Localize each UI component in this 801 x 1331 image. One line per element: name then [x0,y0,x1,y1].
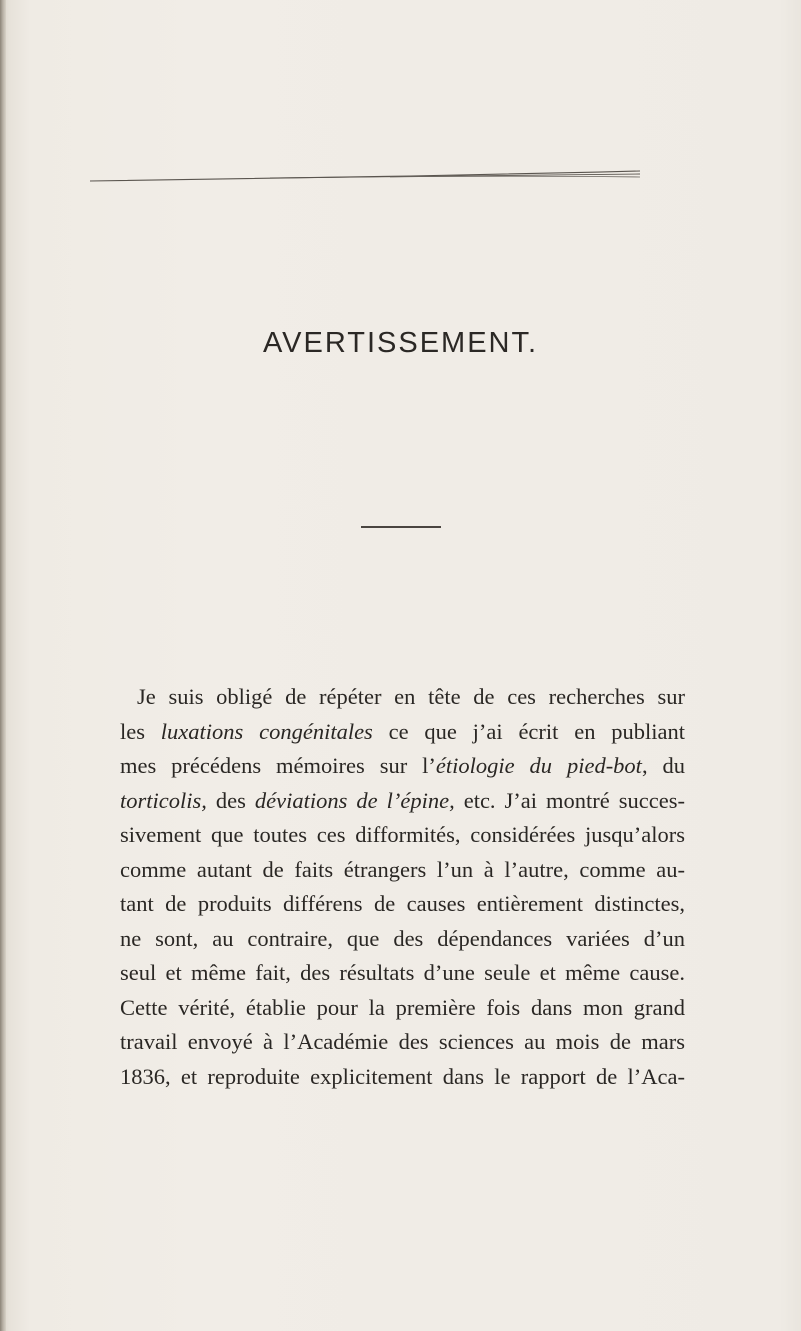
text-line [120,956,685,991]
text-run: ne sont, au contraire, que des dépendances variées d’un [120,925,685,951]
text-line [120,991,685,1026]
ornamental-top-rule [90,168,640,186]
italic-term: déviations de l’épine, [254,787,455,813]
text-line [120,1060,685,1095]
text-line [120,680,685,715]
text-run: comme autant de faits étrangers l’un à l’autre, comme au- [120,856,685,882]
text-run: sivement que toutes ces difformités, considérées jusqu’alors [120,822,685,847]
text-run: seul et même fait, des résultats d’une seule et même cause. [120,960,685,985]
text-line [120,1025,685,1060]
text-run: ce que j’ai écrit en publiant [372,718,685,744]
text-line [120,749,685,784]
text-line [120,715,685,750]
body-paragraph [120,680,685,1094]
text-run: mes précédens mémoires sur l’ [120,753,436,778]
italic-term: luxations congénitales [160,718,373,744]
italic-term: étiologie du pied-bot [435,753,642,778]
title-divider [361,526,441,528]
italic-term: torticolis, [120,787,207,813]
text-run: des [206,787,255,813]
page-spine-shadow [0,0,6,1331]
page-title: AVERTISSEMENT. [262,327,539,359]
text-run: etc. J’ai montré succes- [454,787,685,813]
text-line [120,922,685,957]
text-line [120,818,685,853]
text-run: travail envoyé à l’Académie des sciences au mois de mars [120,1029,685,1054]
text-run: 1836, et reproduite explicitement dans le rapport de l’Aca- [120,1063,685,1089]
text-run: Je suis obligé de répéter en tête de ces recherches sur [137,684,685,709]
text-run: Cette vérité, établie pour la première fois dans mon grand [120,994,685,1020]
text-run: tant de produits différens de causes entièrement distinctes, [120,891,685,916]
text-line [120,784,685,819]
text-run: , du [641,753,685,778]
text-run: les [120,718,161,744]
text-line [120,887,685,922]
text-line [120,853,685,888]
